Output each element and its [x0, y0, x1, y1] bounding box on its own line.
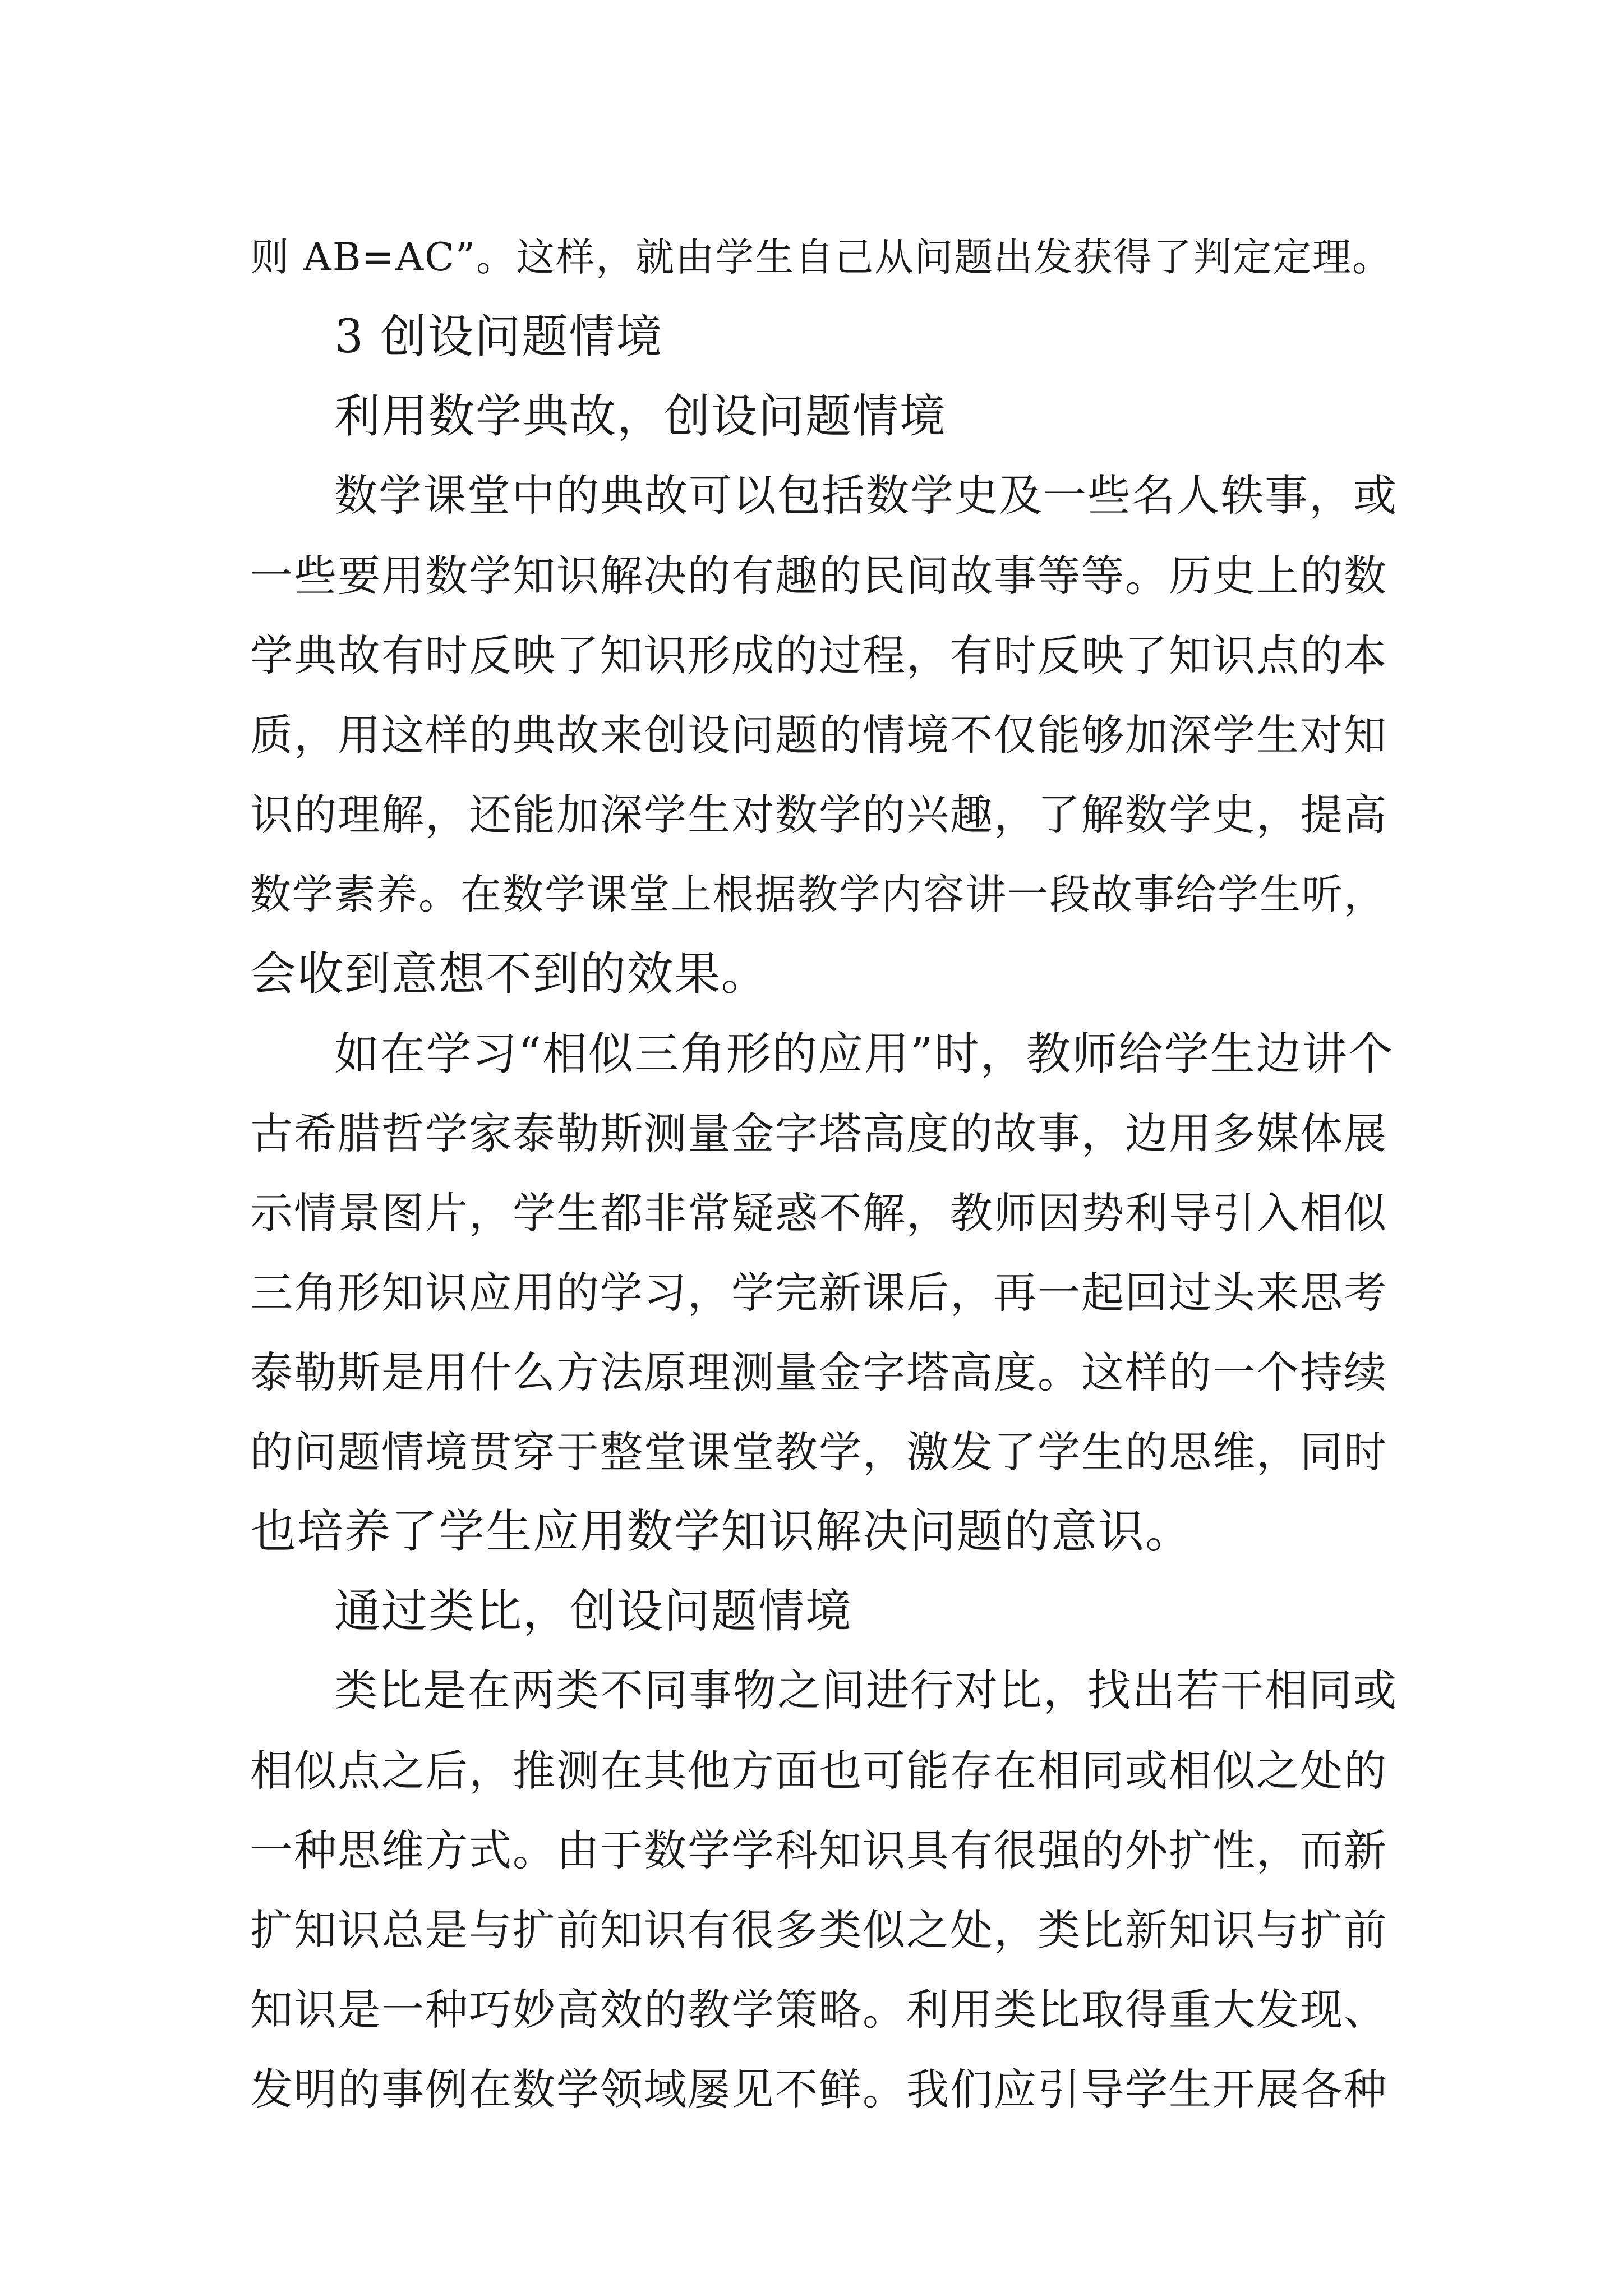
text-line: 通过类比，创设问题情境 — [334, 1585, 853, 1638]
text-line: 一种思维方式。由于数学学科知识具有很强的外扩性，而新 — [250, 1825, 1387, 1875]
text-line: 三角形知识应用的学习，学完新课后，再一起回过头来思考 — [250, 1268, 1387, 1318]
text-line: 扩知识总是与扩前知识有很多类似之处，类比新知识与扩前 — [250, 1905, 1387, 1955]
text-line: 数学素养。在数学课堂上根据教学内容讲一段故事给学生听， — [250, 871, 1386, 918]
text-line: 示情景图片，学生都非常疑惑不解，教师因势利导引入相似 — [250, 1188, 1387, 1238]
text-line: 则 AB=AC”。这样，就由学生自己从问题出发获得了判定定理。 — [250, 235, 1393, 280]
text-line: 发明的事例在数学领域屡见不鲜。我们应引导学生开展各种 — [250, 2064, 1387, 2114]
text-line: 一些要用数学知识解决的有趣的民间故事等等。历史上的数 — [250, 551, 1387, 601]
text-line: 利用数学典故，创设问题情境 — [334, 390, 947, 443]
text-line: 知识是一种巧妙高效的教学策略。利用类比取得重大发现、 — [250, 1985, 1387, 2035]
text-line: 也培养了学生应用数学知识解决问题的意识。 — [250, 1505, 1193, 1558]
text-line: 数学课堂中的典故可以包括数学史及一些名人轶事，或 — [334, 471, 1398, 521]
document-body — [250, 218, 1400, 2129]
text-line: 泰勒斯是用什么方法原理测量金字塔高度。这样的一个持续 — [250, 1347, 1387, 1397]
text-line: 如在学习“相似三角形的应用”时，教师给学生边讲个 — [334, 1028, 1394, 1080]
text-line: 会收到意想不到的效果。 — [250, 947, 769, 1001]
text-line: 的问题情境贯穿于整堂课堂教学，激发了学生的思维，同时 — [250, 1427, 1387, 1477]
text-line: 古希腊哲学家泰勒斯测量金字塔高度的故事，边用多媒体展 — [250, 1108, 1387, 1158]
text-line: 学典故有时反映了知识形成的过程，有时反映了知识点的本 — [250, 631, 1387, 680]
text-line: 类比是在两类不同事物之间进行对比，找出若干相同或 — [334, 1666, 1398, 1716]
text-line: 质，用这样的典故来创设问题的情境不仅能够加深学生对知 — [250, 710, 1387, 760]
text-line: 3 创设问题情境 — [334, 310, 663, 364]
text-line: 识的理解，还能加深学生对数学的兴趣，了解数学史，提高 — [250, 790, 1387, 840]
text-line: 相似点之后，推测在其他方面也可能存在相同或相似之处的 — [250, 1746, 1387, 1796]
